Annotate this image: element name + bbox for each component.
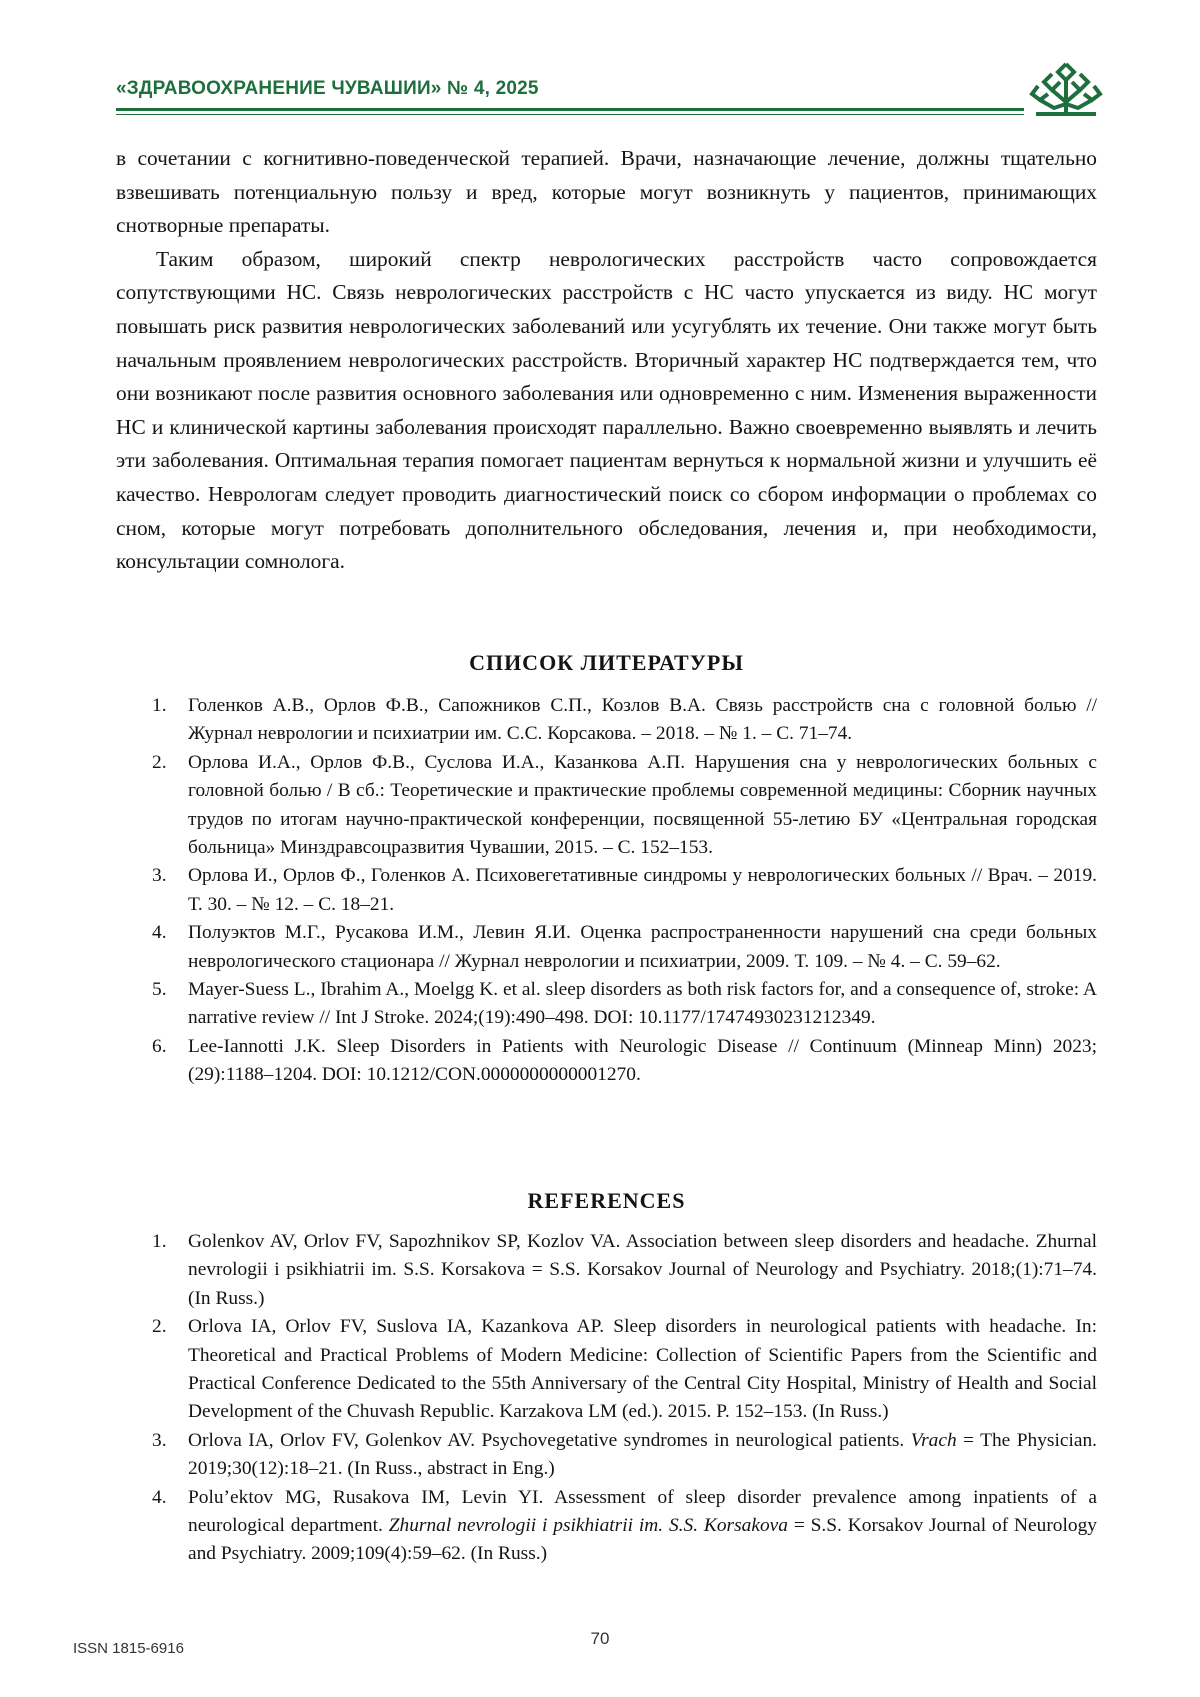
page-header [116, 72, 1100, 118]
ref-text-start: Orlova IA, Orlov FV, Golenkov AV. Psychovegetative syndromes in neurological patients. [188, 1429, 911, 1451]
journal-name-italic: Zhurnal nevrologii i psikhiatrii im. S.S. Korsakova [388, 1515, 788, 1537]
ref-text: Орлова И.А., Орлов Ф.В., Суслова И.А., Казанкова А.П. Нарушения сна у неврологических больных с головной болью / В сб.: Теоретические и практические проблемы современной медицины: Сборник научных трудов по итогам научно-практической конференции, посвященной 55-летию БУ «Центральная городская больница» Минздравсоцразвития Чувашии, 2015. – С. 152–153. [188, 751, 1097, 859]
literature-list [116, 692, 1097, 1090]
references-list [116, 1228, 1097, 1569]
chuvash-tree-emblem-icon [1028, 60, 1104, 118]
literature-item [116, 862, 1097, 919]
ref-number: 4. [152, 922, 167, 944]
reference-item [116, 1313, 1097, 1427]
issn-label: ISSN 1815-6916 [73, 1640, 184, 1657]
ref-text [188, 1427, 1097, 1484]
ref-text: Орлова И., Орлов Ф., Голенков А. Психовегетативные синдромы у неврологических больных // Врач. – 2019. Т. 30. – № 12. – С. 18–21. [188, 865, 1097, 915]
reference-item [116, 1427, 1097, 1484]
header-rule-thin [116, 114, 1024, 115]
ref-number: 2. [152, 751, 167, 773]
ref-text: Golenkov AV, Orlov FV, Sapozhnikov SP, Kozlov VA. Association between sleep disorders and headache. Zhurnal nevrologii i psikhiatrii im. S.S. Korsakova = S.S. Korsakov Journal of Neurology and Psychiatry. 2018;(1):71–74. (In Russ.) [188, 1231, 1097, 1309]
ref-text: Orlova IA, Orlov FV, Suslova IA, Kazankova AP. Sleep disorders in neurological patients with headache. In: Theoretical and Practical Problems of Modern Medicine: Collection of Scientific Papers from the Scientific and Practical Conference Dedicated to the 55th Anniversary of the Central City Hospital, Ministry of Health and Social Development of the Chuvash Republic. Karzakova LM (ed.). 2015. P. 152–153. (In Russ.) [188, 1316, 1097, 1423]
ref-number: 3. [152, 865, 167, 887]
ref-number: 6. [152, 1035, 167, 1057]
reference-item [116, 1228, 1097, 1313]
ref-text-end: = S.S. Korsakov Journal of Neurology and Psychiatry. 2009;109(4):59–62. (In Russ.) [188, 1515, 1097, 1565]
ref-number: 1. [152, 1231, 167, 1252]
ref-text: Mayer-Suess L., Ibrahim A., Moelgg K. et al. sleep disorders as both risk factors for, and a consequence of, stroke: A narrative review // Int J Stroke. 2024;(19):490–498. DOI: 10.1177/17474930231212349. [188, 979, 1097, 1029]
ref-text: Полуэктов М.Г., Русакова И.М., Левин Я.И. Оценка распространенности нарушений сна среди больных неврологического стационара // Журнал неврологии и психиатрии, 2009. Т. 109. – № 4. – С. 59–62. [188, 922, 1097, 972]
literature-heading: СПИСОК ЛИТЕРАТУРЫ [469, 650, 744, 675]
literature-item [116, 976, 1097, 1033]
ref-text-start: Polu’ektov MG, Rusakova IM, Levin YI. Assessment of sleep disorder prevalence among inpatients of a neurological department. [188, 1486, 1097, 1537]
references-heading: REFERENCES [527, 1188, 686, 1213]
literature-item [116, 692, 1097, 749]
ref-number: 1. [152, 695, 167, 716]
literature-item [116, 1033, 1097, 1090]
body-paragraph: в сочетании с когнитивно-поведенческой терапией. Врачи, назначающие лечение, должны тщательно взвешивать потенциальную пользу и вред, которые могут возникнуть у пациентов, принимающих снотворные препараты. [116, 146, 1097, 238]
reference-item [116, 1484, 1097, 1569]
journal-title: «ЗДРАВООХРАНЕНИЕ ЧУВАШИИ» № 4, 2025 [116, 78, 539, 99]
body-paragraph: Таким образом, широкий спектр неврологических расстройств часто сопровождается сопутствующими НС. Связь неврологических расстройств с НС часто упускается из виду. НС могут повышать риск развития неврологических заболеваний или усугублять их течение. Они также могут быть начальным проявлением неврологических расстройств. Вторичный характер НС подтверждается тем, что они возникают после развития основного заболевания или одновременно с ним. Изменения выраженности НС и клинической картины заболевания происходят параллельно. Важно своевременно выявлять и лечить эти заболевания. Оптимальная терапия помогает пациентам вернуться к нормальной жизни и улучшить её качество. Неврологам следует проводить диагностический поиск со сбором информации о проблемах со сном, которые могут потребовать дополнительного обследования, лечения и, при необходимости, консультации сомнолога. [116, 246, 1097, 574]
literature-item [116, 749, 1097, 863]
ref-text [188, 1484, 1097, 1569]
header-rule-thick [116, 108, 1024, 111]
article-body [116, 142, 1097, 579]
literature-item [116, 919, 1097, 976]
ref-text: Lee-Iannotti J.K. Sleep Disorders in Patients with Neurologic Disease // Continuum (Minneap Minn) 2023;(29):1188–1204. DOI: 10.1212/CON.0000000000001270. [188, 1035, 1097, 1086]
ref-number: 5. [152, 979, 167, 1001]
page-number: 70 [590, 1629, 610, 1648]
ref-number: 4. [152, 1486, 167, 1508]
ref-text-end: = The Physician. 2019;30(12):18–21. (In Russ., abstract in Eng.) [188, 1429, 1097, 1480]
journal-name-italic: Vrach [910, 1429, 957, 1451]
ref-number: 3. [152, 1429, 167, 1451]
ref-text: Голенков А.В., Орлов Ф.В., Сапожников С.П., Козлов В.А. Связь расстройств сна с головной болью // Журнал неврологии и психиатрии им. С.С. Корсакова. – 2018. – № 1. – С. 71–74. [188, 695, 1097, 745]
ref-number: 2. [152, 1316, 167, 1338]
